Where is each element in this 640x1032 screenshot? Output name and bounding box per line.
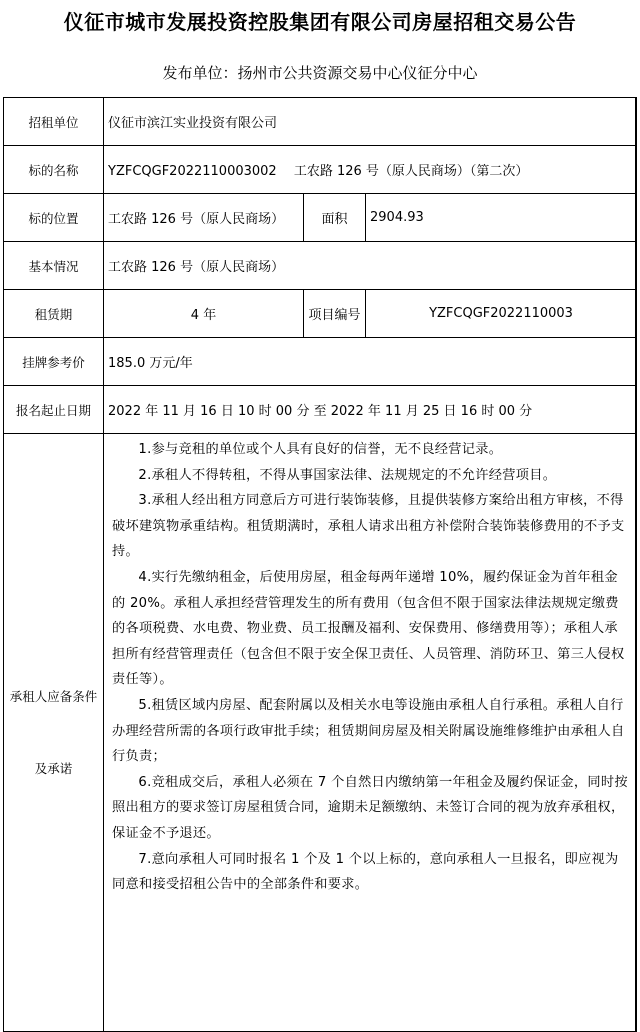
tenderer-label: 招租单位 <box>4 98 104 146</box>
row-target-name <box>4 146 637 194</box>
condition-item: 2.承租人不得转租，不得从事国家法律、法规规定的不允许经营项目。 <box>138 467 557 483</box>
target-name-label: 标的名称 <box>4 146 104 194</box>
lease-label: 租赁期 <box>4 290 104 338</box>
condition-item: 6.竞租成交后，承租人必须在 7 个自然日内缴纳第一年租金及履约保证金，同时按照出租方的要求签订房屋租赁合同，逾期未足额缴纳、未签订合同的视为放弃承租权，保证金不予退还。 <box>112 774 628 841</box>
row-dates <box>4 386 637 434</box>
location-label: 标的位置 <box>4 194 104 242</box>
row-basic <box>4 242 637 290</box>
row-price <box>4 338 637 386</box>
notice-table <box>3 97 637 1032</box>
tenderer-value: 仪征市滨江实业投资有限公司 <box>104 98 637 146</box>
notice-title: 仪征市城市发展投资控股集团有限公司房屋招租交易公告 <box>63 10 577 34</box>
conditions-text <box>104 434 637 1032</box>
row-location <box>4 194 637 242</box>
condition-item: 5.租赁区域内房屋、配套附属以及相关水电等设施由承租人自行承租。承租人自行办理经营所需的各项行政审批手续；租赁期间房屋及相关附属设施维修维护由承租人自行负责； <box>112 697 625 765</box>
basic-value: 工农路 126 号（原人民商场） <box>104 242 637 290</box>
condition-item: 3.承租人经出租方同意后方可进行装饰装修，且提供装修方案给出租方审核，不得破坏建筑物承重结构。租赁期满时，承租人请求出租方补偿附合装饰装修费用的不予支持。 <box>112 493 625 560</box>
conditions-label <box>4 434 104 1032</box>
dates-label: 报名起止日期 <box>4 386 104 434</box>
price-value: 185.0 万元/年 <box>104 338 637 386</box>
row-tenderer <box>4 98 637 146</box>
location-value: 工农路 126 号（原人民商场） <box>104 194 304 242</box>
conditions-label-line2: 及承诺 <box>34 760 73 776</box>
conditions-label-line1: 承租人应备条件 <box>9 688 98 704</box>
row-lease <box>4 290 637 338</box>
target-name-value: YZFCQGF2022110003002 工农路 126 号（原人民商场）（第二次） <box>104 146 637 194</box>
condition-item: 7.意向承租人可同时报名 1 个及 1 个以上标的，意向承租人一旦报名，即应视为同意和接受招租公告中的全部条件和要求。 <box>112 851 619 893</box>
dates-value: 2022 年 11 月 16 日 10 时 00 分 至 2022 年 11 月 25 日 16 时 00 分 <box>104 386 637 434</box>
basic-label: 基本情况 <box>4 242 104 290</box>
row-conditions <box>4 434 637 1032</box>
lease-value: 4 年 <box>104 290 304 338</box>
condition-item: 1.参与竞租的单位或个人具有良好的信誉，无不良经营记录。 <box>138 442 503 457</box>
project-value: YZFCQGF2022110003 <box>366 290 637 338</box>
area-label: 面积 <box>304 194 366 242</box>
area-value: 2904.93 <box>366 194 637 242</box>
condition-item: 4.实行先缴纳租金，后使用房屋，租金每两年递增 10%，履约保证金为首年租金的 20%。承租人承担经营管理发生的所有费用（包含但不限于国家法律法规规定缴费的各项税费、水电费、物业费、员工报酬及福利、安保费用、修缮费用等）；承租人承担所有经营管理责任（包含但不限于安全保卫责任、人员管理、消防环卫、第三人侵权责任等）。 <box>112 569 625 688</box>
price-label: 挂牌参考价 <box>4 338 104 386</box>
project-label: 项目编号 <box>304 290 366 338</box>
publisher-line: 发布单位：扬州市公共资源交易中心仪征分中心 <box>162 64 478 82</box>
